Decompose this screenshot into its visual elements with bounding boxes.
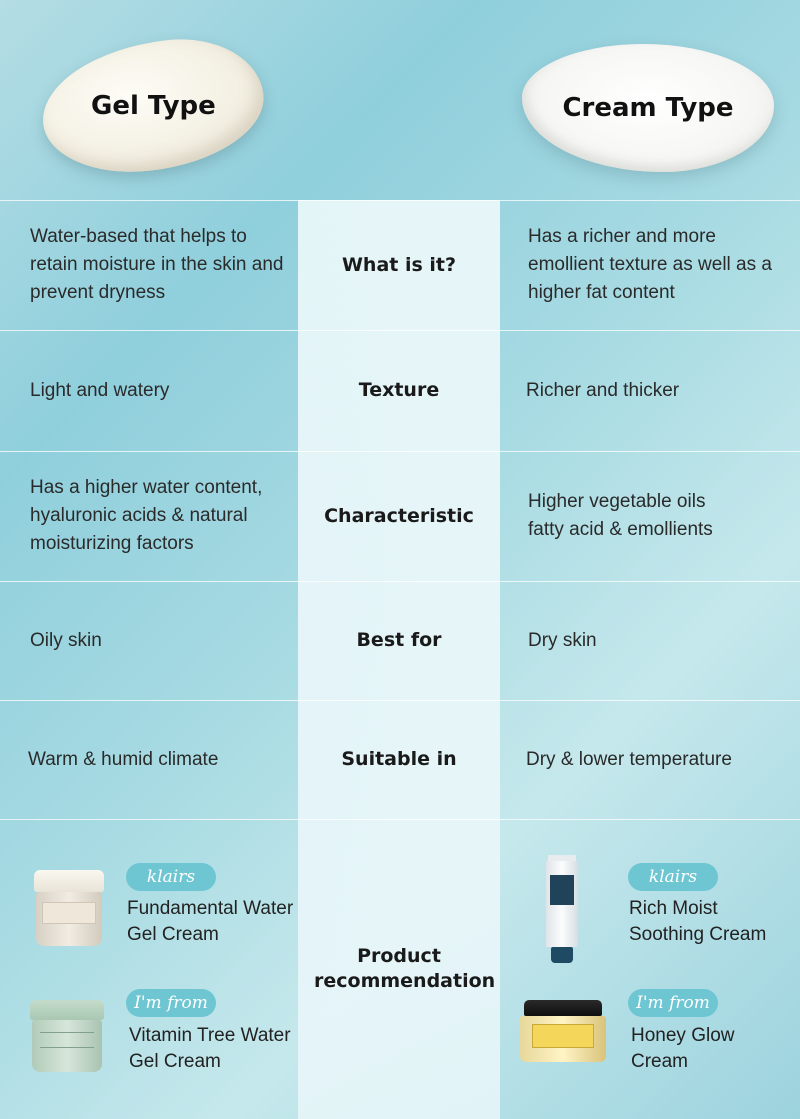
cream-swatch — [522, 44, 774, 172]
vitamin-tree-jar-image — [30, 1000, 104, 1072]
cream-cell — [528, 581, 790, 700]
cream-cell — [526, 700, 788, 819]
gel-suitable-in: Warm & humid climate — [28, 748, 219, 770]
gel-cell — [30, 200, 292, 330]
cream-description: Has a richer and more emollient texture as well as a higher fat content — [528, 226, 772, 303]
product-name: Vitamin Tree Water Gel Cream — [129, 1025, 291, 1072]
label-cell — [298, 200, 500, 330]
cream-cell — [528, 451, 738, 581]
rich-moist-tube-image — [542, 855, 582, 963]
product-name: Rich Moist Soothing Cream — [629, 898, 767, 945]
cream-suitable-in: Dry & lower temperature — [526, 748, 732, 770]
cream-cell — [526, 330, 788, 451]
label-cell — [298, 700, 500, 819]
brand-badge-im-from: I'm from — [126, 989, 216, 1017]
label-cell — [298, 581, 500, 700]
honey-glow-jar-image — [520, 1000, 606, 1062]
product-name: Honey Glow Cream — [631, 1025, 735, 1072]
brand-badge-im-from: I'm from — [628, 989, 718, 1017]
gel-texture: Light and watery — [30, 379, 170, 401]
gel-cell — [30, 330, 292, 451]
cream-texture: Richer and thicker — [526, 379, 680, 401]
cream-type-title: Cream Type — [562, 93, 734, 123]
gel-description: Water-based that helps to retain moisture in the skin and prevent dryness — [30, 226, 284, 303]
row-suitable-in — [0, 700, 800, 819]
gel-cell — [30, 581, 292, 700]
gel-cell — [28, 700, 290, 819]
row-best-for — [0, 581, 800, 700]
cream-cell — [528, 200, 790, 330]
label-cell — [298, 451, 500, 581]
row-label: Characteristic — [324, 504, 474, 527]
gel-swatch — [36, 31, 270, 182]
row-what-is-it — [0, 200, 800, 330]
row-label: Suitable in — [341, 748, 457, 770]
row-texture — [0, 330, 800, 451]
row-characteristic — [0, 451, 800, 581]
gel-cell — [30, 451, 295, 581]
gel-best-for: Oily skin — [30, 629, 102, 651]
label-cell — [298, 819, 500, 1119]
row-label: Texture — [358, 379, 440, 401]
brand-badge-klairs: klairs — [628, 863, 718, 891]
brand-badge-klairs: klairs — [126, 863, 216, 891]
gel-characteristic: Has a higher water content, hyaluronic acids & natural moisturizing factors — [30, 477, 263, 554]
product-name: Fundamental Water Gel Cream — [127, 898, 294, 945]
row-label: What is it? — [341, 253, 457, 276]
row-label: Product recommendation — [314, 945, 496, 992]
fundamental-water-gel-jar-image — [34, 870, 104, 946]
cream-characteristic: Higher vegetable oils fatty acid & emollients — [528, 491, 713, 540]
cream-best-for: Dry skin — [528, 629, 597, 651]
header — [0, 0, 800, 200]
row-label: Best for — [356, 629, 442, 651]
gel-type-title: Gel Type — [90, 91, 216, 122]
label-cell — [298, 330, 500, 451]
